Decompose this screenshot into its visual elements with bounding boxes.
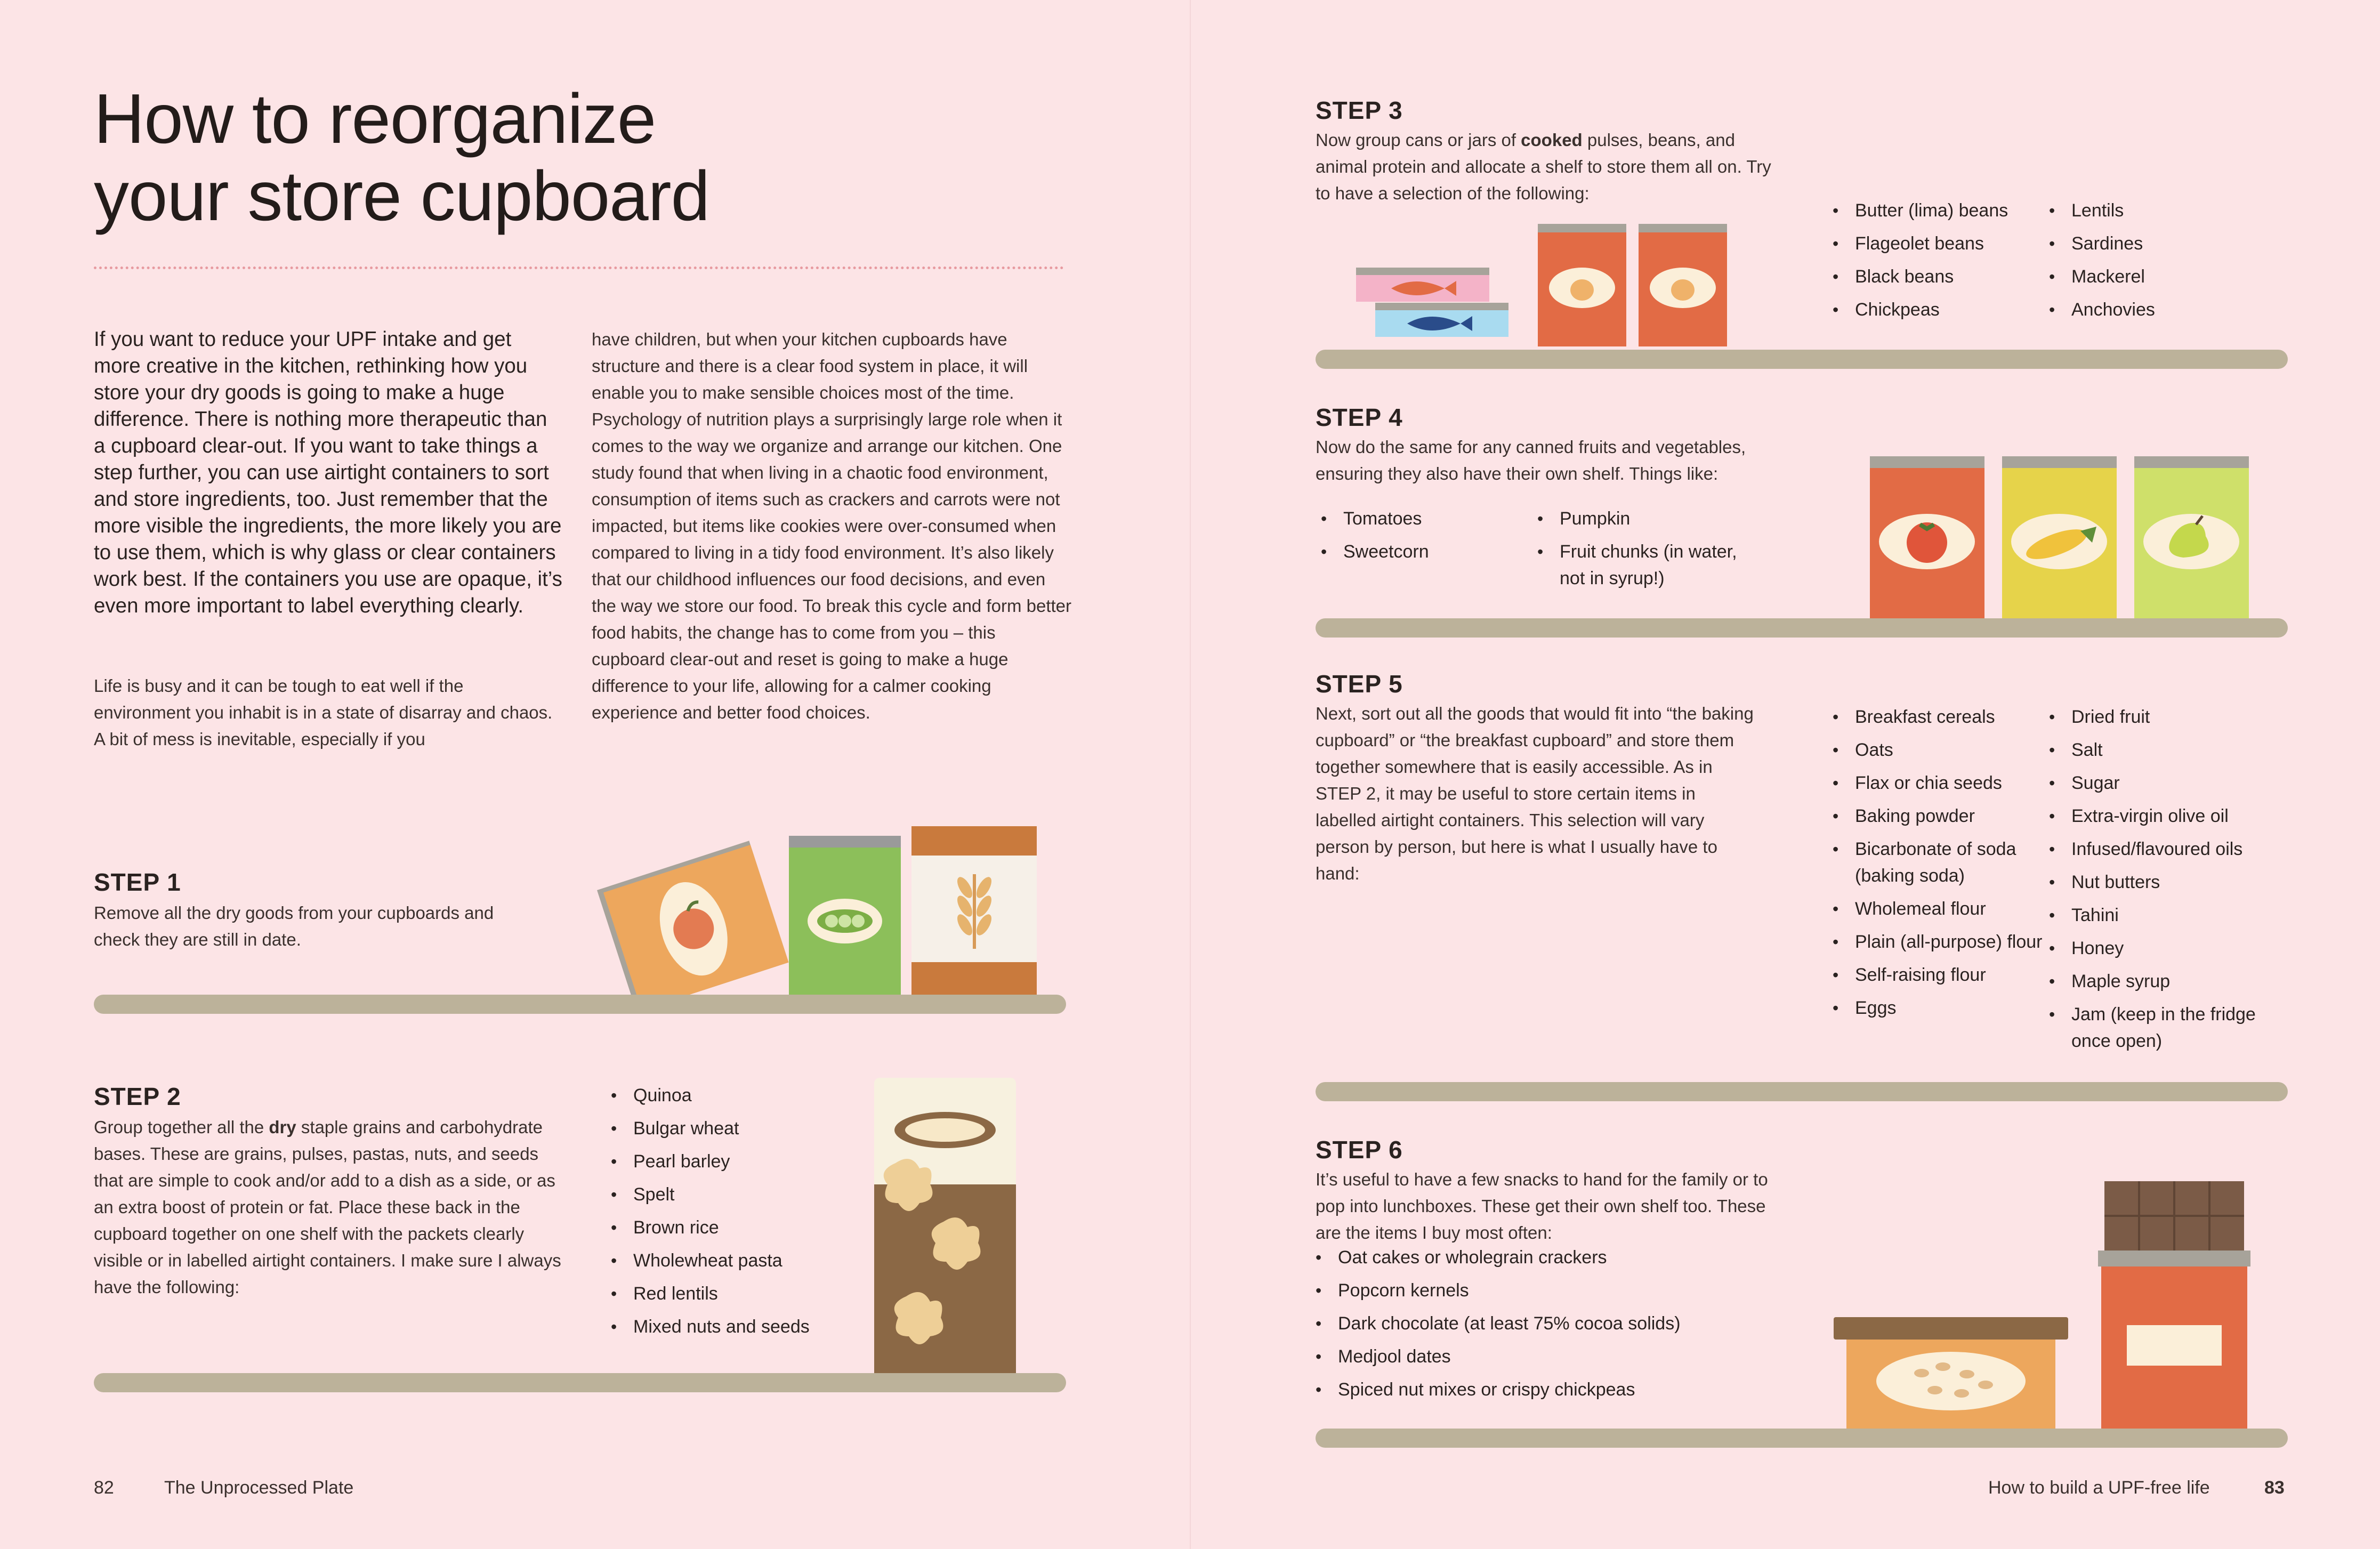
step1-text: Remove all the dry goods from your cupboards and check they are still in date. [94, 903, 494, 949]
title-line-1: How to reorganize [94, 79, 656, 158]
step2-text: Group together all the dry staple grains and carbohydrate bases. These are grains, pulses, pastas, nuts, and seeds that are simple to cook and/or add to a dish as a side, or as an extra boost of protein or fat. Place these back in the cupboard together on one shelf with the packets clearly visible or in labelled airtight containers. I make sure I always have the following: [94, 1117, 561, 1297]
list-item: • Honey [2049, 935, 2262, 962]
nuts-tub-icon [1834, 1317, 2068, 1432]
list-item: • Wholewheat pasta [611, 1247, 835, 1274]
list-item: • Pearl barley [611, 1148, 835, 1175]
step4-illustration [1870, 456, 2254, 622]
pasta-jar-icon [874, 1078, 1016, 1374]
list-item: • Wholemeal flour [1833, 895, 2046, 922]
list-item: • Tomatoes [1321, 505, 1523, 532]
lead-paragraph: If you want to reduce your UPF intake and get more creative in the kitchen, rethinking how you store your dry goods is going to make a huge difference. There is nothing more therapeutic than a cupboard clear-out. If you want to take things a step further, you can use airtight containers to sort and store ingredients, too. Just remember that the more visible the ingredients, the more likely you are to use them, which is why glass or clear containers work best. If the containers you use are opaque, it’s even more important to label everything clearly. [94, 328, 562, 617]
list-item: • Butter (lima) beans [1833, 197, 2046, 224]
footer-section-title: How to build a UPF-free life [1988, 1478, 2210, 1498]
list-item: • Oats [1833, 737, 2046, 763]
list-item: • Salt [2049, 737, 2262, 763]
list-item: • Flageolet beans [1833, 230, 2046, 257]
step4-list-col2 [1537, 505, 1761, 598]
list-item: • Bulgar wheat [611, 1115, 835, 1142]
list-item: • Dried fruit [2049, 704, 2262, 730]
corn-can-icon [2002, 456, 2117, 622]
step6-heading: STEP 6 [1316, 1136, 1403, 1164]
step4-heading: STEP 4 [1316, 404, 1403, 431]
list-item: • Oat cakes or wholegrain crackers [1316, 1244, 1795, 1271]
step2-list [611, 1082, 835, 1346]
list-item: • Spelt [611, 1181, 835, 1208]
shelf-step2 [94, 1373, 1066, 1392]
step5-text: Next, sort out all the goods that would fit into “the baking cupboard” or “the breakfast cupboard” and store them together somewhere that is easily accessible. As in STEP 2, it may be useful to store certain items in labelled airtight containers. This selection will vary person by person, but here is what I usually have to hand: [1316, 704, 1754, 883]
body-paragraph-2: Life is busy and it can be tough to eat well if the environment you inhabit is in a state of disarray and chaos. A bit of mess is inevitable, especially if you [94, 676, 553, 749]
pear-can-icon [2134, 456, 2249, 622]
list-item: • Self-raising flour [1833, 962, 2046, 988]
list-item: • Maple syrup [2049, 968, 2262, 995]
shelf-step5 [1316, 1082, 2288, 1101]
footer-page-number-left: 82 [94, 1478, 114, 1498]
shelf-step1 [94, 995, 1066, 1014]
list-item: • Infused/flavoured oils [2049, 836, 2262, 862]
step5-list-col2 [2049, 704, 2262, 1061]
list-item: • Bicarbonate of soda (baking soda) [1833, 836, 2046, 889]
list-item: • Sweetcorn [1321, 538, 1523, 565]
step5-heading: STEP 5 [1316, 670, 1403, 698]
peas-can-icon [789, 836, 901, 995]
shelf-step6 [1316, 1429, 2288, 1448]
page-gutter [1190, 0, 1191, 1549]
footer-book-title: The Unprocessed Plate [164, 1478, 354, 1498]
dotted-divider [94, 267, 1064, 269]
step3-illustration [1354, 224, 1738, 352]
tomato-can-icon [1870, 456, 1984, 622]
shelf-step4 [1316, 618, 2288, 638]
peach-packet-icon [597, 841, 788, 1012]
list-item: • Brown rice [611, 1214, 835, 1241]
shelf-step3 [1316, 350, 2288, 369]
step1-illustration [597, 821, 1050, 1002]
list-item: • Spiced nut mixes or crispy chickpeas [1316, 1376, 1795, 1403]
list-item: • Mackerel [2049, 263, 2262, 290]
list-item: • Popcorn kernels [1316, 1277, 1795, 1304]
step3-list-col2 [2049, 197, 2262, 329]
list-item: • Anchovies [2049, 296, 2262, 323]
list-item: • Sardines [2049, 230, 2262, 257]
list-item: • Breakfast cereals [1833, 704, 2046, 730]
step2-heading: STEP 2 [94, 1083, 181, 1110]
list-item: • Baking powder [1833, 803, 2046, 829]
step3-text: Now group cans or jars of cooked pulses, beans, and animal protein and allocate a shelf to store them all on. Try to have a selection of the following: [1316, 130, 1771, 203]
step4-list-col1 [1321, 505, 1523, 571]
chocolate-bar-icon [2104, 1181, 2244, 1251]
footer-page-number-right: 83 [2264, 1478, 2285, 1498]
step3-heading: STEP 3 [1316, 96, 1403, 124]
list-item: • Jam (keep in the fridge once open) [2049, 1001, 2262, 1054]
step4-text: Now do the same for any canned fruits and vegetables, ensuring they also have their own shelf. Things like: [1316, 437, 1746, 483]
step1-heading: STEP 1 [94, 868, 181, 896]
list-item: • Sugar [2049, 770, 2262, 796]
jar-icon [2098, 1251, 2250, 1432]
list-item: • Black beans [1833, 263, 2046, 290]
title-line-2: your store cupboard [94, 157, 710, 235]
list-item: • Pumpkin [1537, 505, 1761, 532]
list-item: • Red lentils [611, 1280, 835, 1307]
step6-illustration [1834, 1181, 2255, 1432]
list-item: • Nut butters [2049, 869, 2262, 895]
step6-list [1316, 1244, 1795, 1409]
list-item: • Fruit chunks (in water, not in syrup!) [1537, 538, 1761, 592]
list-item: • Mixed nuts and seeds [611, 1313, 835, 1340]
list-item: • Medjool dates [1316, 1343, 1795, 1370]
step5-list-col1 [1833, 704, 2046, 1028]
list-item: • Plain (all-purpose) flour [1833, 929, 2046, 955]
list-item: • Quinoa [611, 1082, 835, 1109]
page-title [94, 80, 787, 235]
list-item: • Lentils [2049, 197, 2262, 224]
list-item: • Tahini [2049, 902, 2262, 929]
list-item: • Eggs [1833, 995, 2046, 1021]
list-item: • Chickpeas [1833, 296, 2046, 323]
onion-can-icon [1538, 224, 1727, 346]
step6-text: It’s useful to have a few snacks to hand for the family or to pop into lunchboxes. These get their own shelf too. These are the items I buy most often: [1316, 1169, 1768, 1243]
wheat-packet-icon [911, 826, 1037, 995]
body-paragraph-3: have children, but when your kitchen cupboards have structure and there is a clear food system in place, it will enable you to make sensible choices most of the time. Psychology of nutrition plays a surprisingly large role when it comes to the way we organize and arrange our kitchen. One study found that when living in a chaotic food environment, consumption of items such as crackers and carrots were not impacted, but items like cookies were over-consumed when compared to living in a tidy food environment. It’s also likely that our childhood influences our food decisions, and even the way we store our food. To break this cycle and form better food habits, the change has to come from you – this cupboard clear-out and reset is going to make a huge difference to your life, allowing for a calmer cooking experience and better food choices. [592, 329, 1072, 722]
fish-tin-icon [1356, 268, 1508, 337]
list-item: • Flax or chia seeds [1833, 770, 2046, 796]
step3-list-col1 [1833, 197, 2046, 329]
list-item: • Extra-virgin olive oil [2049, 803, 2262, 829]
list-item: • Dark chocolate (at least 75% cocoa solids) [1316, 1310, 1795, 1337]
